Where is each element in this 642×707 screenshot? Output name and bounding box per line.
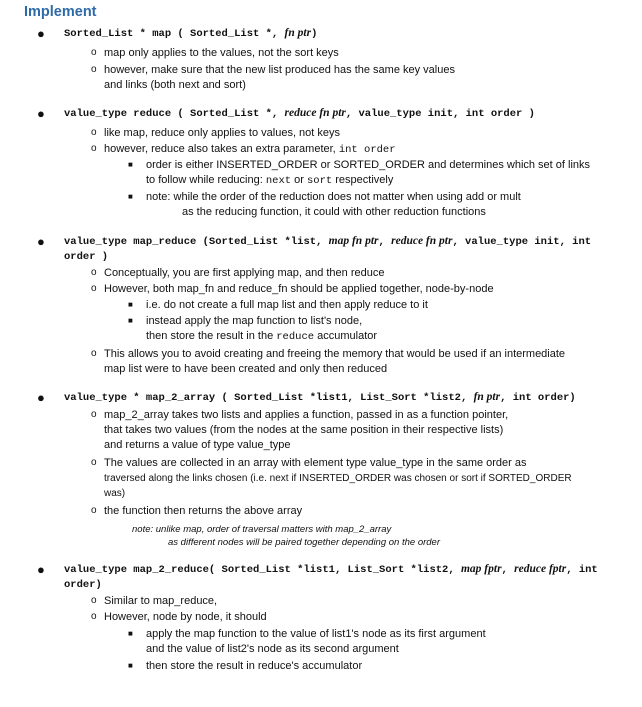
sub-bullet: o (91, 64, 97, 75)
list-item: Conceptually, you are first applying map, and then reduce (104, 267, 385, 279)
list-item: map only applies to the values, not the sort keys (104, 47, 339, 59)
sub-bullet: o (91, 348, 97, 359)
subsub-bullet: ■ (128, 300, 133, 309)
list-item: note: while the order of the reduction does not matter when using add or mult as the reducing function, it could with other reduction functions (146, 191, 521, 218)
signature-map: Sorted_List * map ( Sorted_List *, fn ptr) (64, 27, 318, 40)
signature-reduce: value_type reduce ( Sorted_List *, reduce fn ptr, value_type init, int order ) (64, 107, 535, 120)
subsub-bullet: ■ (128, 629, 133, 638)
sub-bullet: o (91, 127, 97, 138)
sub-bullet: o (91, 283, 97, 294)
list-item: The values are collected in an array with element type value_type in the same order as traversed along the links chosen (i.e. next if INSERTED_ORDER was chosen or sort if SORTED_ORDER was) (104, 457, 572, 499)
list-item: i.e. do not create a full map list and then apply reduce to it (146, 299, 428, 311)
list-item: order is either INSERTED_ORDER or SORTED_ORDER and determines which set of links to follow while reducing: next or sort respectively (146, 159, 591, 187)
list-item: however, make sure that the new list produced has the same key values and links (both next and sort) (104, 64, 455, 91)
list-item: However, node by node, it should (104, 611, 267, 623)
sub-bullet: o (91, 611, 97, 622)
bullet: ● (37, 106, 45, 121)
list-item: map_2_array takes two lists and applies a function, passed in as a function pointer, that takes two values (from the nodes at the same position in their respective lists) and returns a value of type value_type (104, 409, 509, 451)
sub-bullet: o (91, 267, 97, 278)
bullet: ● (37, 234, 45, 249)
page-title: Implement (24, 4, 97, 20)
subsub-bullet: ■ (128, 316, 133, 325)
subsub-bullet: ■ (128, 192, 133, 201)
bullet: ● (37, 562, 45, 577)
sub-bullet: o (91, 457, 97, 468)
note: note: unlike map, order of traversal matters with map_2_array as different nodes will be paired together depending on the order (132, 524, 440, 548)
list-item: instead apply the map function to list's node, then store the result in the reduce accumulator (146, 315, 378, 343)
signature-map-reduce: value_type map_reduce (Sorted_List *list, map fn ptr, reduce fn ptr, value_type init, int order ) (64, 235, 592, 263)
list-item: However, both map_fn and reduce_fn should be applied together, node-by-node (104, 283, 494, 295)
list-item: the function then returns the above array (104, 505, 303, 517)
bullet: ● (37, 26, 45, 41)
subsub-bullet: ■ (128, 661, 133, 670)
bullet: ● (37, 390, 45, 405)
list-item: however, reduce also takes an extra parameter, int order (104, 143, 396, 156)
signature-map-2-array: value_type * map_2_array ( Sorted_List *list1, List_Sort *list2, fn ptr, int order) (64, 391, 576, 404)
list-item: Similar to map_reduce, (104, 595, 218, 607)
signature-map-2-reduce: value_type map_2_reduce( Sorted_List *list1, List_Sort *list2, map fptr, reduce fptr, int order) (64, 563, 598, 591)
list-item: This allows you to avoid creating and freeing the memory that would be used if an intermediate map list were to have been created and only then reduced (104, 348, 566, 375)
sub-bullet: o (91, 143, 97, 154)
subsub-bullet: ■ (128, 160, 133, 169)
sub-bullet: o (91, 595, 97, 606)
list-item: then store the result in reduce's accumulator (146, 660, 363, 672)
sub-bullet: o (91, 505, 97, 516)
sub-bullet: o (91, 47, 97, 58)
sub-bullet: o (91, 409, 97, 420)
list-item: apply the map function to the value of list1's node as its first argument and the value of list2's node as its second argument (146, 628, 486, 655)
list-item: like map, reduce only applies to values, not keys (104, 127, 341, 139)
